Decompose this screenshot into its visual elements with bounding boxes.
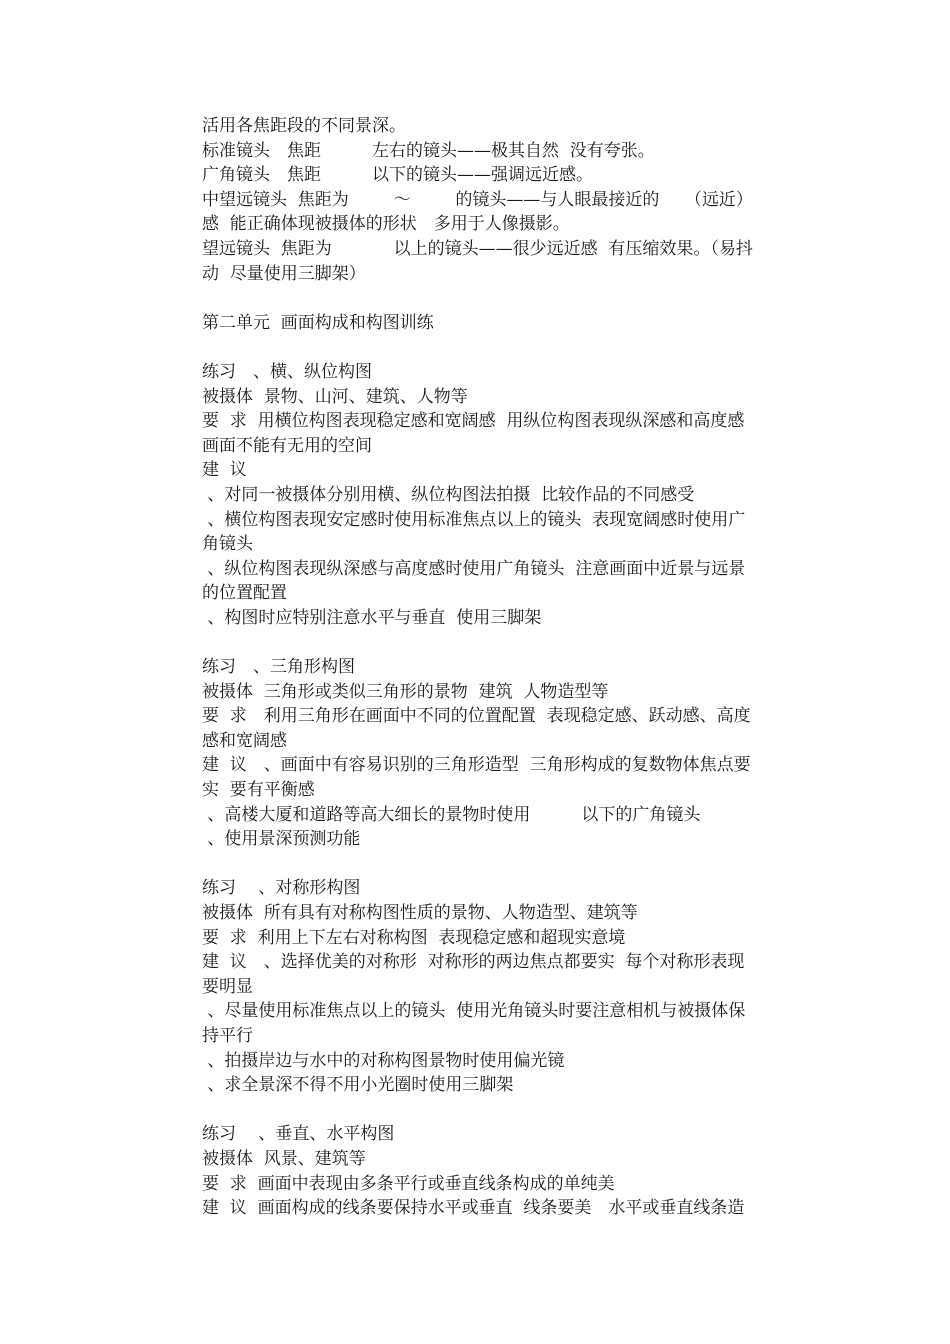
text-line: 望远镜头 焦距为 以上的镜头——很少远近感 有压缩效果。（易抖 xyxy=(202,238,753,259)
text-line: 被摄体 风景、建筑等 xyxy=(202,1148,366,1169)
text-line: 要明显 xyxy=(202,976,253,997)
text-line: 中望远镜头 焦距为 ～ 的镜头——与人眼最接近的 （远近） xyxy=(202,189,753,210)
text-line: 建 议 画面构成的线条要保持水平或垂直 线条要美 水平或垂直线条造 xyxy=(202,1198,745,1219)
section-heading: 第二单元 画面构成和构图训练 xyxy=(202,312,434,333)
text-line: 、横位构图表现安定感时使用标准焦点以上的镜头 表现宽阔感时使用广 xyxy=(202,509,746,530)
exercise-heading: 练习 、横、纵位构图 xyxy=(202,361,372,382)
text-line: 、构图时应特别注意水平与垂直 使用三脚架 xyxy=(202,607,542,628)
text-line: 广角镜头 焦距 以下的镜头——强调远近感。 xyxy=(202,165,593,186)
text-line: 要 求 画面中表现由多条平行或垂直线条构成的单纯美 xyxy=(202,1173,615,1194)
text-line: 建 议 、选择优美的对称形 对称形的两边焦点都要实 每个对称形表现 xyxy=(202,952,745,973)
blank-line xyxy=(202,1098,812,1123)
text-line: 被摄体 所有具有对称构图性质的景物、人物造型、建筑等 xyxy=(202,903,638,923)
text-line: 标准镜头 焦距 左右的镜头——极其自然 没有夸张。 xyxy=(202,140,655,161)
text-line: 、使用景深预测功能 xyxy=(202,829,361,850)
blank-line xyxy=(202,630,812,655)
text-line: 的位置配置 xyxy=(202,583,287,604)
text-line: 要 求 利用三角形在画面中不同的位置配置 表现稳定感、跃动感、高度 xyxy=(202,706,751,727)
text-line: 动 尽量使用三脚架） xyxy=(202,263,366,284)
text-line: 感和宽阔感 xyxy=(202,730,287,751)
text-line: 感 能正确体现被摄体的形状 多用于人像摄影。 xyxy=(202,214,570,235)
text-line: 建 议 、画面中有容易识别的三角形造型 三角形构成的复数物体焦点要 xyxy=(202,755,751,776)
text-line: 建 议 xyxy=(202,460,247,481)
blank-line xyxy=(202,335,812,360)
exercise-heading: 练习 、对称形构图 xyxy=(202,878,361,899)
text-line: 被摄体 景物、山河、建筑、人物等 xyxy=(202,386,468,407)
document-body xyxy=(202,114,812,1221)
text-line: 被摄体 三角形或类似三角形的景物 建筑 人物造型等 xyxy=(202,681,609,702)
text-line: 活用各焦距段的不同景深。 xyxy=(202,116,406,136)
text-line: 要 求 利用上下左右对称构图 表现稳定感和超现实意境 xyxy=(202,927,626,948)
text-line: 角镜头 xyxy=(202,534,253,555)
blank-line xyxy=(202,852,812,877)
exercise-heading: 练习 、三角形构图 xyxy=(202,657,355,678)
text-line: 要 求 用横位构图表现稳定感和宽阔感 用纵位构图表现纵深感和高度感 xyxy=(202,411,745,432)
exercise-heading: 练习 、垂直、水平构图 xyxy=(202,1124,395,1145)
text-line: 、求全景深不得不用小光圈时使用三脚架 xyxy=(202,1075,514,1096)
text-line: 、尽量使用标准焦点以上的镜头 使用光角镜头时要注意相机与被摄体保 xyxy=(202,1001,746,1022)
blank-line xyxy=(202,286,812,311)
text-line: 画面不能有无用的空间 xyxy=(202,435,372,456)
text-line: 持平行 xyxy=(202,1025,253,1046)
text-line: 实 要有平衡感 xyxy=(202,780,315,801)
text-line: 、对同一被摄体分别用横、纵位构图法拍摄 比较作品的不同感受 xyxy=(202,484,695,505)
text-line: 、拍摄岸边与水中的对称构图景物时使用偏光镜 xyxy=(202,1050,565,1071)
text-line: 、高楼大厦和道路等高大细长的景物时使用 以下的广角镜头 xyxy=(202,804,701,825)
text-line: 、纵位构图表现纵深感与高度感时使用广角镜头 注意画面中近景与远景 xyxy=(202,558,746,579)
